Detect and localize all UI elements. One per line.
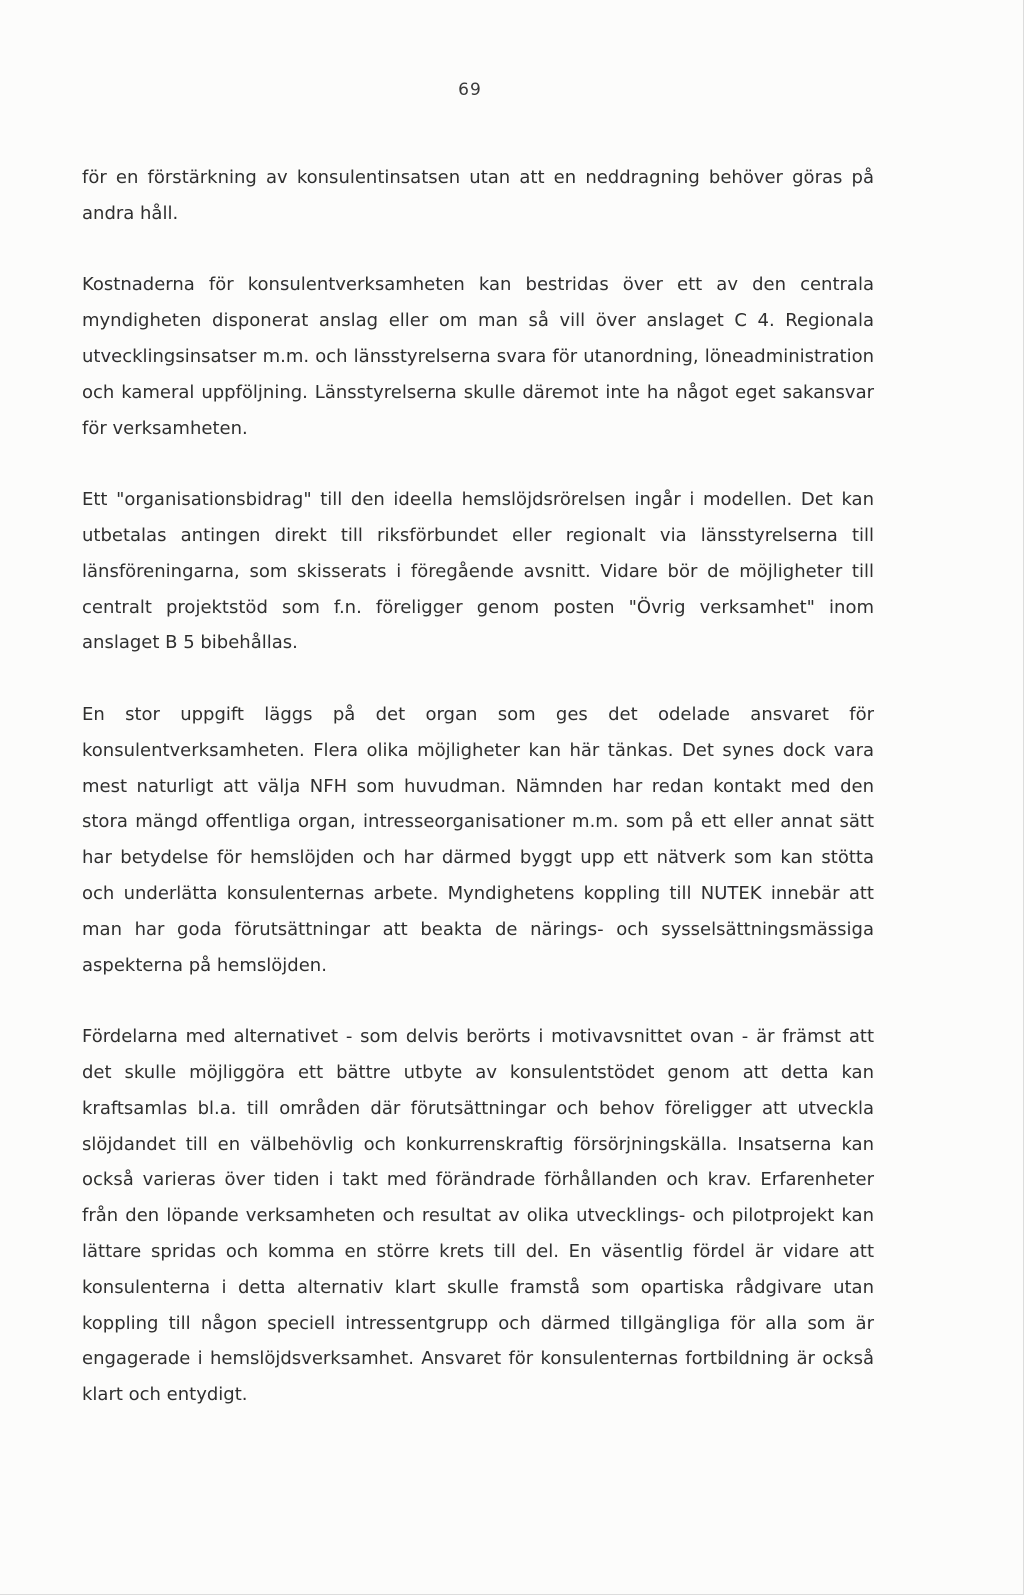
paragraph-organisation-grant: Ett "organisationsbidrag" till den ideella hemslöjdsrörelsen ingår i modellen. Det kan utbetalas antingen direkt till riksförbundet eller regionalt via länsstyrelserna till länsföreningarna, som skisserats i föregående avsnitt. Vidare bör de möjligheter till centralt projektstöd som f.n. föreligger genom posten "Övrig verksamhet" inom anslaget B 5 bibehållas.: [82, 489, 874, 654]
body-text: [82, 160, 874, 1413]
paragraph-continuation: för en förstärkning av konsulentinsatsen utan att en neddragning behöver göras på andra håll.: [82, 167, 874, 224]
paragraph-costs: Kostnaderna för konsulentverksamheten kan bestridas över ett av den centrala myndigheten disponerat anslag eller om man så vill över anslaget C 4. Regionala utvecklingsinsatser m.m. och länsstyrelserna svara för utanordning, löneadministration och kameral uppföljning. Länsstyrelserna skulle däremot inte ha något eget sakansvar för verksamheten.: [82, 274, 874, 439]
paragraph-responsibility: En stor uppgift läggs på det organ som ges det odelade ansvaret för konsulentverksamheten. Flera olika möjligheter kan här tänkas. Det synes dock vara mest naturligt att välja NFH som huvudman. Nämnden har redan kontakt med den stora mängd offentliga organ, intresseorganisationer m.m. som på ett eller annat sätt har betydelse för hemslöjden och har därmed byggt upp ett nätverk som kan stötta och underlätta konsulenternas arbete. Myndighetens koppling till NUTEK innebär att man har goda förutsättningar att beakta de närings- och sysselsättningsmässiga aspekterna på hemslöjden.: [82, 703, 874, 976]
page-number: 69: [458, 80, 482, 100]
paragraph-advantages: Fördelarna med alternativet - som delvis berörts i motivavsnittet ovan - är främst att det skulle möjliggöra ett bättre utbyte av konsulentstödet genom att detta kan kraftsamlas bl.a. till områden där förutsättningar och behov föreligger att utveckla slöjdandet till en välbehövlig och konkurrenskraftig försörjningskälla. Insatserna kan också varieras över tiden i takt med förändrade förhållanden och krav. Erfarenheter från den löpande verksamheten och resultat av olika utvecklings- och pilotprojekt kan lättare spridas och komma en större krets till del. En väsentlig fördel är vidare att konsulenterna i detta alternativ klart skulle framstå som opartiska rådgivare utan koppling till någon speciell intressentgrupp och därmed tillgängliga för alla som är engagerade i hemslöjdsverksamhet. Ansvaret för konsulenternas fortbildning är också klart och entydigt.: [82, 1026, 874, 1406]
